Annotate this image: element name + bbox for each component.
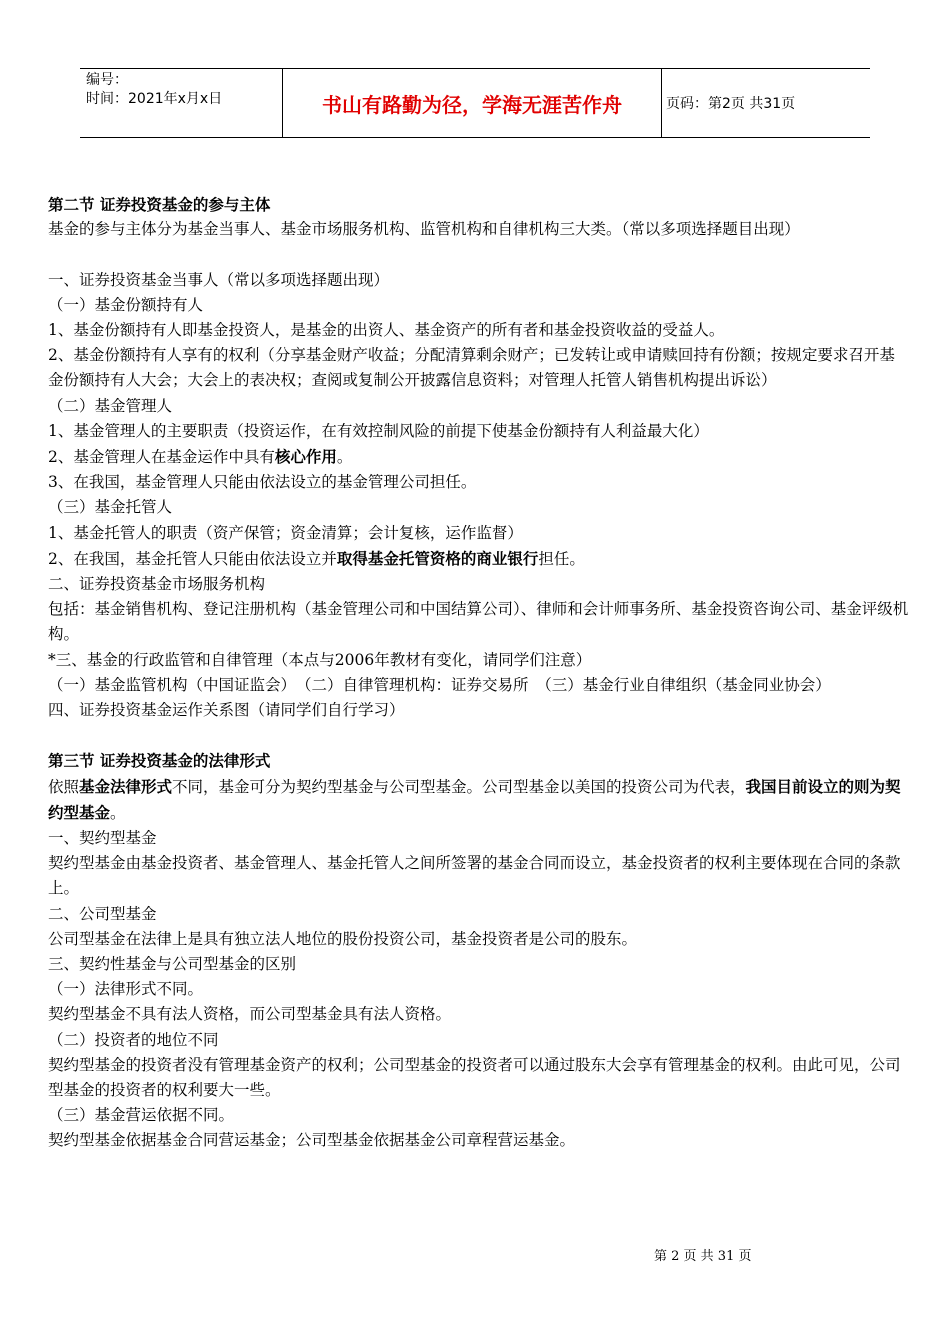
manager-item-2-text: 2、基金管理人在基金运作中具有	[48, 448, 275, 467]
manager-item-2	[48, 444, 910, 470]
section-3-heading-1: 一、契约型基金	[48, 829, 157, 848]
corporate-fund-text: 公司型基金在法律上是具有独立法人地位的股份投资公司，基金投资者是公司的股东。	[48, 929, 638, 948]
difference-3-heading: （三）基金营运依据不同。	[48, 1106, 235, 1125]
manager-item-3: 3、在我国，基金管理人只能由依法设立的基金管理公司担任。	[48, 473, 477, 492]
section-3-heading-2: 二、公司型基金	[48, 904, 157, 923]
difference-2-text: 契约型基金的投资者没有管理基金资产的权利；公司型基金的投资者可以通过股东大会享有管理基金的权利。由此可见，公司型基金的投资者的权利要大一些。	[48, 1055, 901, 1100]
blank-line	[48, 723, 910, 748]
header-page-info: 页码：第2页 共31页	[666, 96, 796, 112]
section-2-heading-4: 四、证券投资基金运作关系图（请同学们自行学习）	[48, 701, 405, 720]
subheading-holder: （一）基金份额持有人	[48, 295, 204, 314]
section-3-title: 第三节 证券投资基金的法律形式	[48, 751, 271, 771]
document-header	[80, 68, 870, 138]
section-3-intro-end: 。	[110, 803, 126, 822]
section-3-intro-emphasis-1: 基金法律形式	[79, 776, 173, 796]
section-3-intro-middle: 不同，基金可分为契约型基金与公司型基金。公司型基金以美国的投资公司为代表，	[172, 777, 746, 796]
difference-1-text: 契约型基金不具有法人资格，而公司型基金具有法人资格。	[48, 1005, 452, 1024]
holder-item-1: 1、基金份额持有人即基金投资人，是基金的出资人、基金资产的所有者和基金投资收益的受益人。	[48, 321, 725, 339]
manager-item-1: 1、基金管理人的主要职责（投资运作，在有效控制风险的前提下使基金份额持有人利益最大化）	[48, 421, 709, 440]
page-footer: 第 2 页 共 31 页	[654, 1249, 752, 1264]
regulation-institutions: （一）基金监管机构（中国证监会） （二）自律管理机构：证券交易所 （三）基金行业自律组织（基金同业协会）	[48, 675, 831, 694]
custodian-item-2	[48, 546, 910, 572]
section-3-intro	[48, 774, 910, 826]
section-2-intro: 基金的参与主体分为基金当事人、基金市场服务机构、监管机构和自律机构三大类。（常以多项选择题目出现）	[48, 220, 800, 239]
document-body	[48, 192, 910, 1154]
subheading-custodian: （三）基金托管人	[48, 498, 173, 517]
difference-3-text: 契约型基金依据基金合同营运基金；公司型基金依据基金公司章程营运基金。	[48, 1131, 576, 1150]
section-2-heading-2: 二、证券投资基金市场服务机构	[48, 575, 266, 594]
header-meta	[86, 71, 286, 137]
section-2-title: 第二节 证券投资基金的参与主体	[48, 195, 271, 214]
service-institutions: 包括：基金销售机构、登记注册机构（基金管理公司和中国结算公司）、律师和会计师事务所、基金投资咨询公司、基金评级机构。	[48, 600, 909, 644]
section-2-heading-1: 一、证券投资基金当事人（常以多项选择题出现）	[48, 270, 390, 289]
manager-item-2-emphasis: 核心作用	[274, 447, 337, 467]
subheading-manager: （二）基金管理人	[48, 396, 173, 415]
difference-1-heading: （一）法律形式不同。	[48, 980, 204, 999]
document-number-label: 编号：	[86, 72, 128, 88]
document-time-label: 时间：2021年x月x日	[86, 91, 223, 107]
manager-item-2-end: 。	[336, 448, 353, 467]
custodian-item-2-emphasis: 取得基金托管资格的商业银行	[336, 548, 539, 568]
section-3-intro-text: 依照	[48, 777, 80, 796]
custodian-item-2-end: 担任。	[538, 549, 585, 568]
difference-2-heading: （二）投资者的地位不同	[48, 1030, 219, 1049]
holder-item-2: 2、基金份额持有人享有的权利（分享基金财产收益；分配清算剩余财产；已发转让或申请赎回持有份额；按规定要求召开基金份额持有人大会；大会上的表决权；查阅或复制公开披露信息资料；对管理人托管人销售机构提出诉讼）	[48, 346, 895, 390]
blank-line	[48, 242, 910, 267]
header-motto: 书山有路勤为径，学海无涯苦作舟	[282, 69, 662, 137]
section-3-intro-emphasis-2: 我国目前设立的则为契约型基金	[48, 776, 901, 822]
section-2-heading-3: *三、基金的行政监管和自律管理（本点与2006年教材有变化，请同学们注意）	[48, 650, 592, 669]
custodian-item-2-text: 2、在我国，基金托管人只能由依法设立并	[48, 549, 337, 568]
custodian-item-1: 1、基金托管人的职责（资产保管；资金清算；会计复核，运作监督）	[48, 523, 523, 542]
section-3-heading-3: 三、契约性基金与公司型基金的区别	[48, 955, 297, 974]
contract-fund-text: 契约型基金由基金投资者、基金管理人、基金托管人之间所签署的基金合同而设立，基金投资者的权利主要体现在合同的条款上。	[48, 854, 901, 898]
